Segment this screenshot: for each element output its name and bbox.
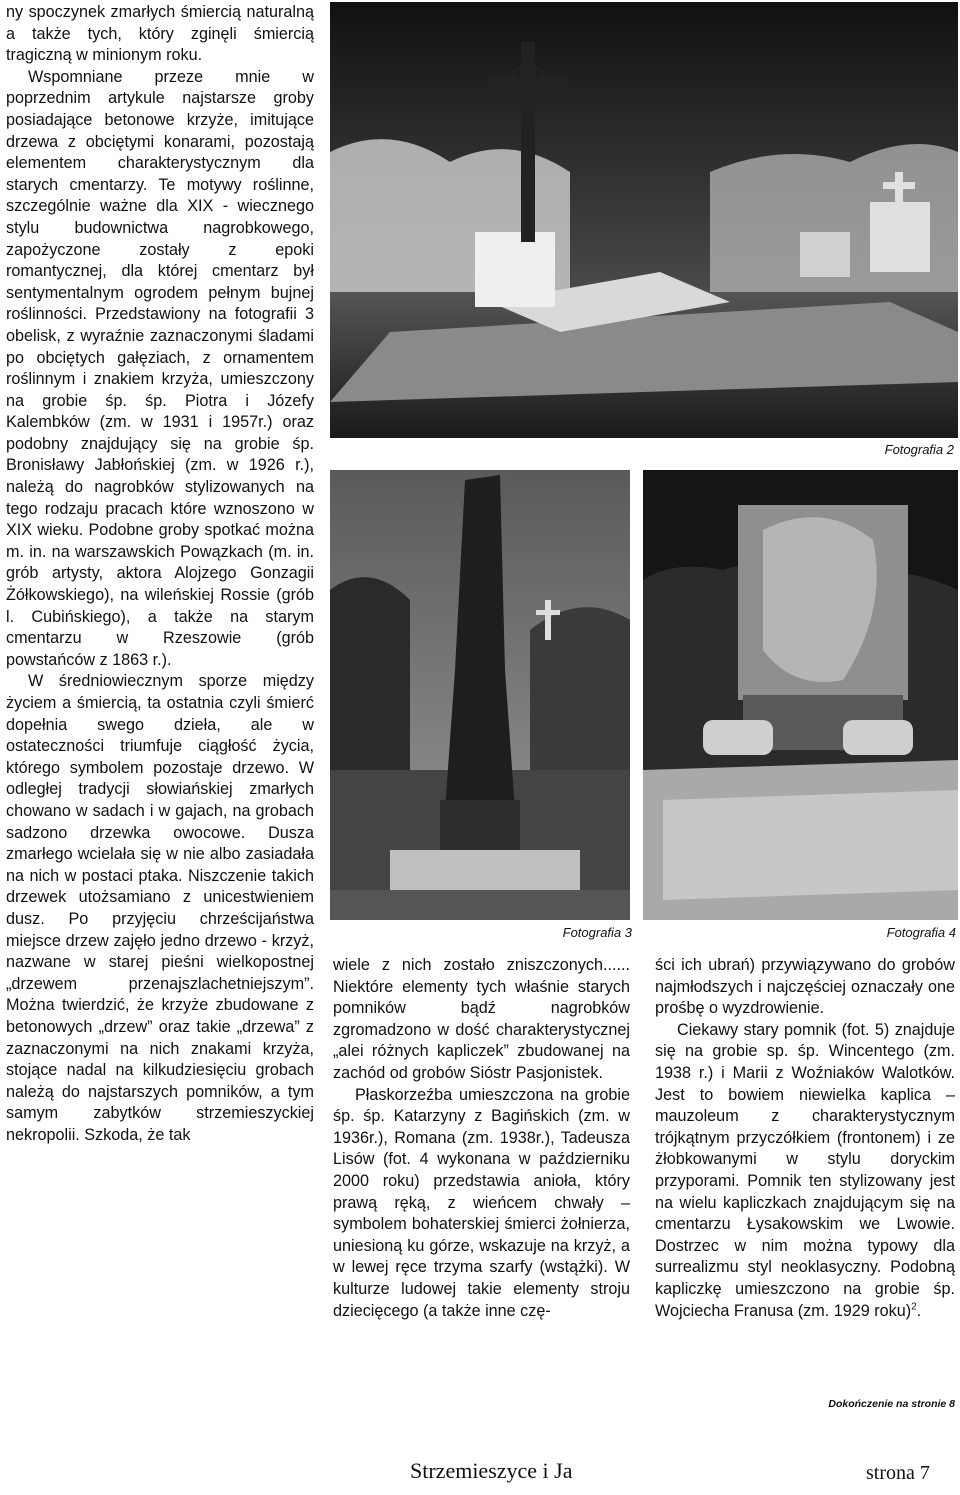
footnote-marker: 2 [911, 1301, 917, 1313]
continuation-note: Dokończenie na stronie 8 [828, 1398, 955, 1410]
photo-angel-relief [643, 470, 958, 920]
paragraph-text: Ciekawy stary pomnik (fot. 5) znajduje się na grobie sp. śp. Wincentego (zm. 1938 r.) i Marii z Woźniaków Walotków. Jest to bowiem niewielka kaplica – mauzoleum z charakterystycznym trójkątnym przyczółkiem (frontonem) i ze żłobkowanymi w stylu doryckim przyporami. Pomnik ten stylizowany jest na wielu kapliczkach znajdującym się na cmentarzu Łysakowskim we Lwowie. Dostrzec w nim można typowy dla surrealizmu styl neoklasyczny. Podobną kapliczkę umieszczono na grobie śp. Wojciecha Franusa (zm. 1929 roku) [655, 1020, 955, 1320]
photo-cemetery-cross [330, 2, 958, 438]
caption-photo-3: Fotografia 3 [562, 925, 632, 940]
caption-photo-4: Fotografia 4 [886, 925, 956, 940]
paragraph-end: . [916, 1301, 922, 1320]
paragraph: ści ich ubrań) przywiązywano do grobów najmłodszych i najczęściej oznaczały one prośbę o wyzdrowienie. [655, 956, 955, 1018]
paragraph [655, 1020, 955, 1322]
footer-page-number: strona 7 [866, 1462, 930, 1484]
right-text-column [655, 955, 955, 1322]
angel-relief-image [643, 470, 958, 920]
left-text-column [6, 2, 314, 1146]
middle-text-column [333, 955, 630, 1322]
paragraph: wiele z nich zostało zniszczonych...... Niektóre elementy tych właśnie starych pomników bądź nagrobków zgromadzono w dość charakterystycznej „alei różnych kapliczek” zbudowanej na zachód od grobów Sióstr Pasjonistek. [333, 956, 630, 1082]
paragraph: ny spoczynek zmarłych śmiercią naturalną a także tych, który zginęli śmiercią tragiczną w minionym roku. [6, 3, 314, 65]
paragraph: W średniowiecznym sporze między życiem a śmiercią, ta ostatnia czyli śmierć dopełnia swego dzieła, ale w ostateczności triumfuje ciągłość życia, którego symbolem pozostaje drzewo. W odległej tradycji słowiańskiej zmarłych chowano w sadach i w gajach, na grobach sadzono drzewka owocowe. Dusza zmarłego wcielała się w nie albo zasiadała na nich w postaci ptaka. Niszczenie takich drzewek utożsamiano z unicestwieniem dusz. Po przyjęciu chrześcijaństwa miejsce drzew zajęło jedno drzewo - krzyż, nazwane w starej pieśni wielkopostnej „drzewem przenajszlachetniejszym”. Można twierdzić, że krzyże zbudowane z betonowych „drzew” oraz takie „drzewa” z zaznaczonymi na nich znakami krzyża, stojące nadal na kilkudziesięciu grobach należą do najstarszych pomników, a tym samym zabytków strzemieszyckiej nekropolii. Szkoda, że tak [6, 672, 314, 1144]
caption-photo-2: Fotografia 2 [884, 442, 954, 457]
paragraph: Wspomniane przeze mnie w poprzednim artykule najstarsze groby posiadające betonowe krzyże, imitujące drzewa z obciętymi konarami, pozostają elementem charakterystycznym dla starych cmentarzy. Te motywy roślinne, szczególnie ważne dla XIX - wiecznego stylu budownictwa nagrobkowego, zapożyczone zostały z epoki romantycznej, dla której cmentarz był sentymentalnym ogrodem pełnym bujnej roślinności. Przedstawiony na fotografii 3 obelisk, z wyraźnie zaznaczonymi śladami po obciętych gałęziach, z ornamentem roślinnym i znakiem krzyża, umieszczony na grobie śp. śp. Piotra i Józefy Kalembków (zm. w 1931 i 1957r.) oraz podobny znajdujący się na grobie śp. Bronisławy Jabłońskiej (zm. w 1926 r.), należą do nagrobków stylizowanych na tego rodzaju pracach które wznoszono w XIX wieku. Podobne groby spotkać można m. in. na warszawskich Powązkach (m. in. grób artysty, aktora Alojzego Gonzagii Żółkowskiego), na wileńskiej Rossie (grób l. Cubińskiego), a także na starym cmentarzu w Rzeszowie (grób powstańców z 1863 r.). [6, 67, 314, 669]
photo-obelisk [330, 470, 630, 920]
footer-publication-title: Strzemieszyce i Ja [410, 1458, 573, 1483]
paragraph: Płaskorzeźba umieszczona na grobie śp. śp. Katarzyny z Bagińskich (zm. w 1936r.), Romana (zm. 1938r.), Tadeusza Lisów (fot. 4 wykonana w październiku 2000 roku) przedstawia anioła, który prawą ręką, z wieńcem chwały – symbolem bohaterskiej śmierci żołnierza, uniesioną ku górze, wskazuje na krzyż, a w lewej ręce trzyma szarfy (wstążki). W kulturze ludowej takie elementy stroju dziecięcego (a także inne czę- [333, 1085, 630, 1320]
obelisk-image [330, 470, 630, 920]
cemetery-cross-image [330, 2, 958, 438]
